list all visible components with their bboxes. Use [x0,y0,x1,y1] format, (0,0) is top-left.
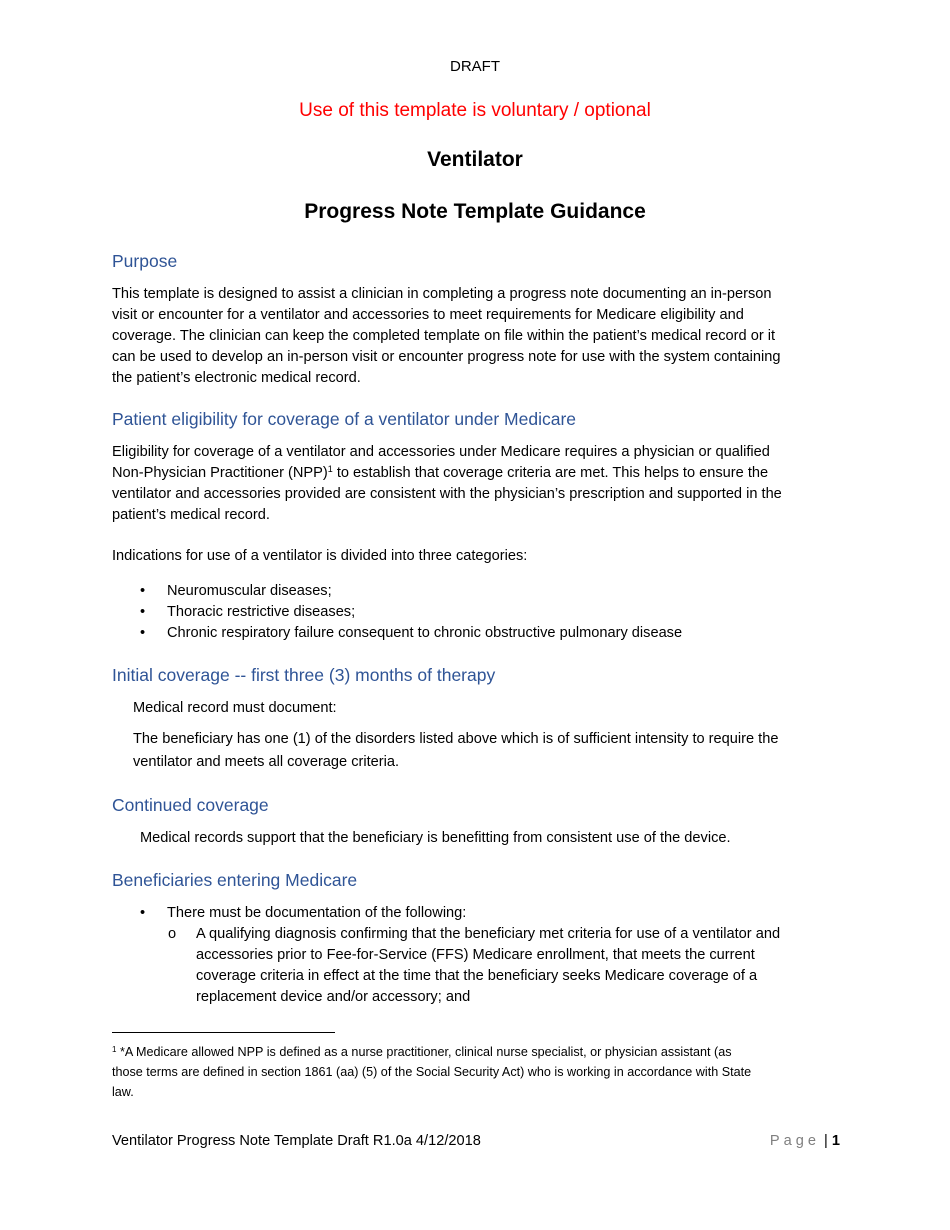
continued-coverage-heading: Continued coverage [112,795,269,815]
footnote-reference[interactable]: 1 [327,464,333,474]
npp-text: Non-Physician Practitioner (NPP) [112,465,328,481]
footnote-line: *A Medicare allowed NPP is defined as a nurse practitioner, clinical nurse specialist, or physician assistant (as [116,1045,732,1059]
bullet-icon: • [140,604,146,620]
purpose-line: visit or encounter for a ventilator and accessories to meet requirements for Medicare eligibility and [112,307,744,323]
purpose-line: can be used to develop an in-person visit or encounter progress note for use with the system containing [112,349,781,365]
list-item: • There must be documentation of the following: [140,903,828,924]
initial-intro: Medical record must document: [133,700,337,716]
sub-list-item: o A qualifying diagnosis confirming that the beneficiary met criteria for use of a ventilator and accessories prior to Fee-for-Service (FFS) Medicare enrollment, that meets the current coverage criteria in effect at the time that the beneficiary seeks Medicare coverage of a replacement device and/or accessory; and [168,926,781,1005]
initial-line: The beneficiary has one (1) of the disorders listed above which is of sufficient intensity to require the [133,731,779,747]
initial-coverage-heading: Initial coverage -- first three (3) months of therapy [112,665,496,685]
indications-list [140,581,682,644]
sub-bullet-icon: o [168,926,177,942]
eligibility-paragraph [112,442,842,526]
page-separator: | [819,1133,832,1149]
eligibility-line: ventilator and accessories provided are consistent with the physician’s prescription and supported in the [112,486,782,502]
footer-document-title: Ventilator Progress Note Template Draft R1.0a 4/12/2018 [112,1133,481,1149]
list-item: • Neuromuscular diseases; [140,581,682,602]
footnote-line: law. [112,1085,134,1099]
page-label: Page [769,1133,820,1149]
continued-text: Medical records support that the beneficiary is benefitting from consistent use of the device. [140,830,731,846]
footnote-divider [112,1032,335,1033]
draft-label: DRAFT [450,58,500,75]
list-item: • Thoracic restrictive diseases; [140,602,682,623]
page-title: Ventilator [427,148,523,171]
indications-intro: Indications for use of a ventilator is divided into three categories: [112,548,528,564]
eligibility-line [112,463,842,484]
initial-line: ventilator and meets all coverage criteria. [133,754,400,770]
eligibility-line-rest: to establish that coverage criteria are met. This helps to ensure the [332,465,769,481]
entering-medicare-heading: Beneficiaries entering Medicare [112,870,358,890]
purpose-line: coverage. The clinician can keep the completed template on file within the patient’s medical record or it [112,328,776,344]
footnote-marker: 1 [112,1045,117,1054]
initial-paragraph [133,728,843,774]
page-number: 1 [831,1133,840,1149]
entering-list [140,903,828,1008]
bullet-icon: • [140,905,146,921]
footnote-line: those terms are defined in section 1861 (aa) (5) of the Social Security Act) who is working in accordance with State [112,1065,752,1079]
page-number-block [700,1133,840,1149]
purpose-heading: Purpose [112,251,178,271]
list-item: • Chronic respiratory failure consequent to chronic obstructive pulmonary disease [140,623,682,644]
bullet-icon: • [140,583,146,599]
eligibility-line: Eligibility for coverage of a ventilator and accessories under Medicare requires a physician or qualified [112,444,770,460]
purpose-line: the patient’s electronic medical record. [112,370,361,386]
voluntary-notice: Use of this template is voluntary / optional [299,100,651,121]
bullet-icon: • [140,625,146,641]
eligibility-heading: Patient eligibility for coverage of a ventilator under Medicare [112,409,576,429]
purpose-line: This template is designed to assist a clinician in completing a progress note documenting an in-person [112,286,772,302]
eligibility-line: patient’s medical record. [112,507,270,523]
page-subtitle: Progress Note Template Guidance [304,200,646,223]
purpose-paragraph [112,284,842,389]
footnote [112,1042,842,1102]
